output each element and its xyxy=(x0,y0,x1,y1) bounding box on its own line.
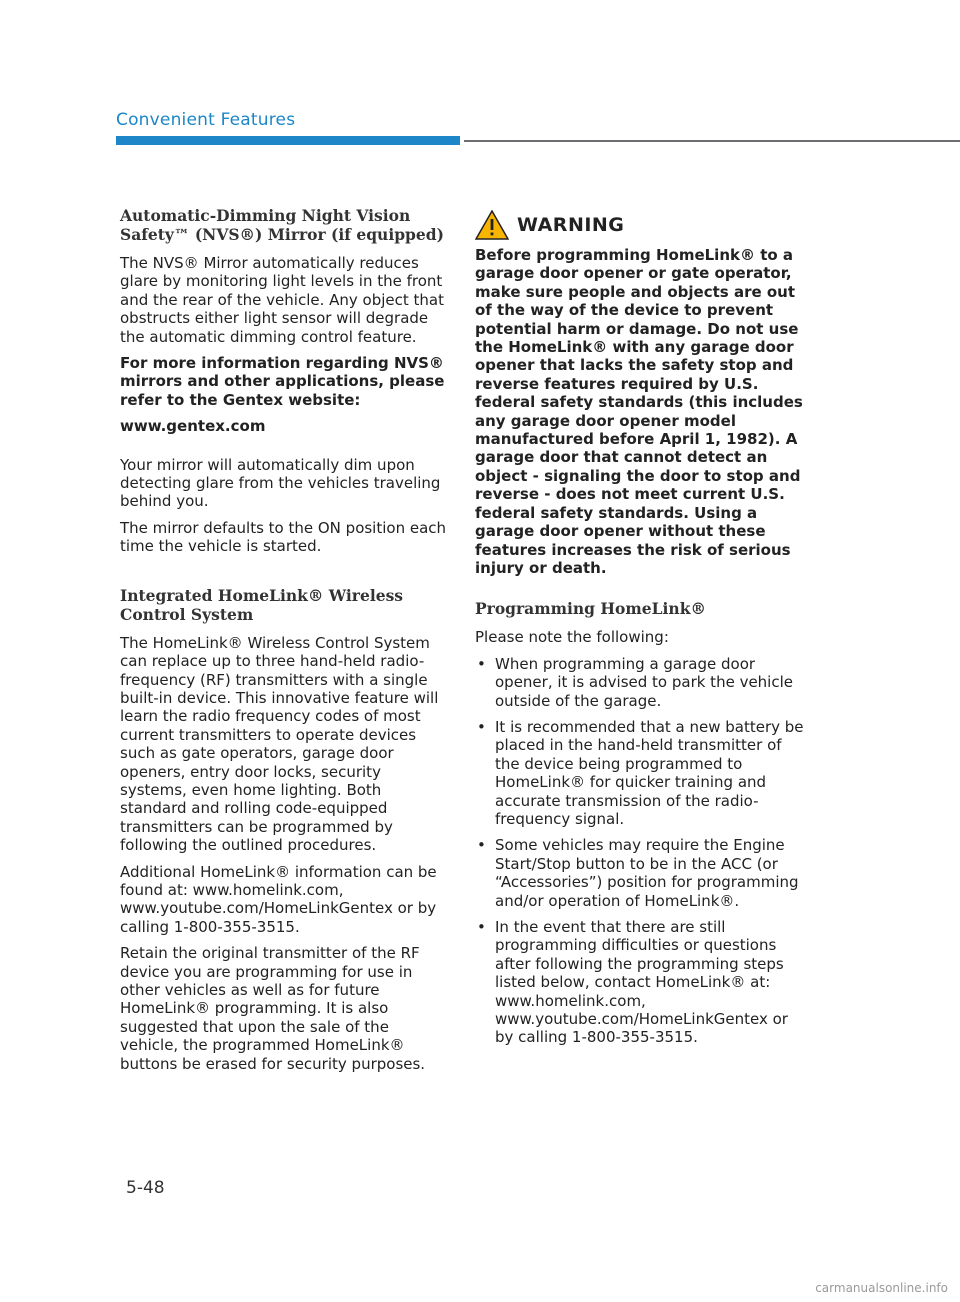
programming-heading: Programming HomeLink® xyxy=(475,599,706,619)
section-title: Convenient Features xyxy=(116,110,296,130)
spacer xyxy=(475,577,805,599)
warning-body: Before programming HomeLink® to a garage door opener or gate operator, make sure people and objects are out of the way of the device to prevent potential harm or damage. Do not use the HomeLink® with any garage door opener that lacks the safety stop and reverse features required by U.S. federal safety standards (this includes any garage door opener model manufactured before April 1, 1982). A garage door that cannot detect an object - signaling the door to stop and reverse - does not meet current U.S. federal safety standards. Using a garage door opener without these features increases the risk of serious injury or death. xyxy=(475,246,803,577)
left-column xyxy=(120,206,450,1081)
nvs-more-info: For more information regarding NVS® mirrors and other applications, please refer to the Gentex website: xyxy=(120,354,445,409)
warning-triangle-icon xyxy=(475,210,509,240)
list-item: • When programming a garage door opener, it is advised to park the vehicle outside of the garage. xyxy=(475,655,805,710)
spacer xyxy=(120,564,450,586)
homelink-paragraph-3: Retain the original transmitter of the RF device you are programming for use in other vehicles as well as for future HomeLink® programming. It is also suggested that upon the sale of the vehicle, the programmed HomeLink® buttons be erased for security purposes. xyxy=(120,944,426,1073)
nvs-mirror-heading: Automatic-Dimming Night Vision Safety™ (NVS®) Mirror (if equipped) xyxy=(120,206,444,244)
watermark: carmanualsonline.info xyxy=(815,1281,948,1295)
homelink-heading: Integrated HomeLink® Wireless Control System xyxy=(120,585,404,624)
gentex-url: www.gentex.com xyxy=(120,417,266,436)
right-column xyxy=(475,210,805,1055)
homelink-paragraph-2: Additional HomeLink® information can be found at: www.homelink.com, www.youtube.com/HomeLinkGentex or by calling 1-800-355-3515. xyxy=(120,862,437,936)
programming-bullet-list xyxy=(475,655,805,1047)
nvs-paragraph-1: The NVS® Mirror automatically reduces glare by monitoring light levels in the front and the rear of the vehicle. Any object that obstructs either light sensor will degrade the automatic dimming control feature. xyxy=(120,254,445,346)
nvs-paragraph-4: The mirror defaults to the ON position each time the vehicle is started. xyxy=(120,518,447,556)
list-item: • In the event that there are still programming difficulties or questions after following the programming steps listed below, contact HomeLink® at: www.homelink.com, www.youtube.com/HomeLinkGentex or by calling 1-800-355-3515. xyxy=(475,918,805,1047)
header-accent-bar xyxy=(116,136,460,145)
header-divider-line xyxy=(464,140,960,142)
warning-header xyxy=(475,210,805,240)
page-number: 5-48 xyxy=(126,1178,165,1198)
list-item: • It is recommended that a new battery be placed in the hand-held transmitter of the device being programmed to HomeLink® for quicker training and accurate transmission of the radio-frequency signal. xyxy=(475,718,805,828)
spacer xyxy=(120,444,450,456)
programming-intro: Please note the following: xyxy=(475,628,669,647)
nvs-paragraph-3: Your mirror will automatically dim upon detecting glare from the vehicles traveling behind you. xyxy=(120,455,441,511)
homelink-paragraph-1: The HomeLink® Wireless Control System can replace up to three hand-held radio-frequency (RF) transmitters with a single built-in device. This innovative feature will learn the radio frequency codes of most current transmitters to operate devices such as gate operators, garage door openers, entry door locks, security systems, even home lighting. Both standard and rolling code-equipped transmitters can be programmed by following the outlined procedures. xyxy=(120,633,439,855)
list-item: • Some vehicles may require the Engine Start/Stop button to be in the ACC (or “Accessories”) position for programming and/or operation of HomeLink®. xyxy=(475,836,805,910)
warning-title: WARNING xyxy=(517,213,625,236)
